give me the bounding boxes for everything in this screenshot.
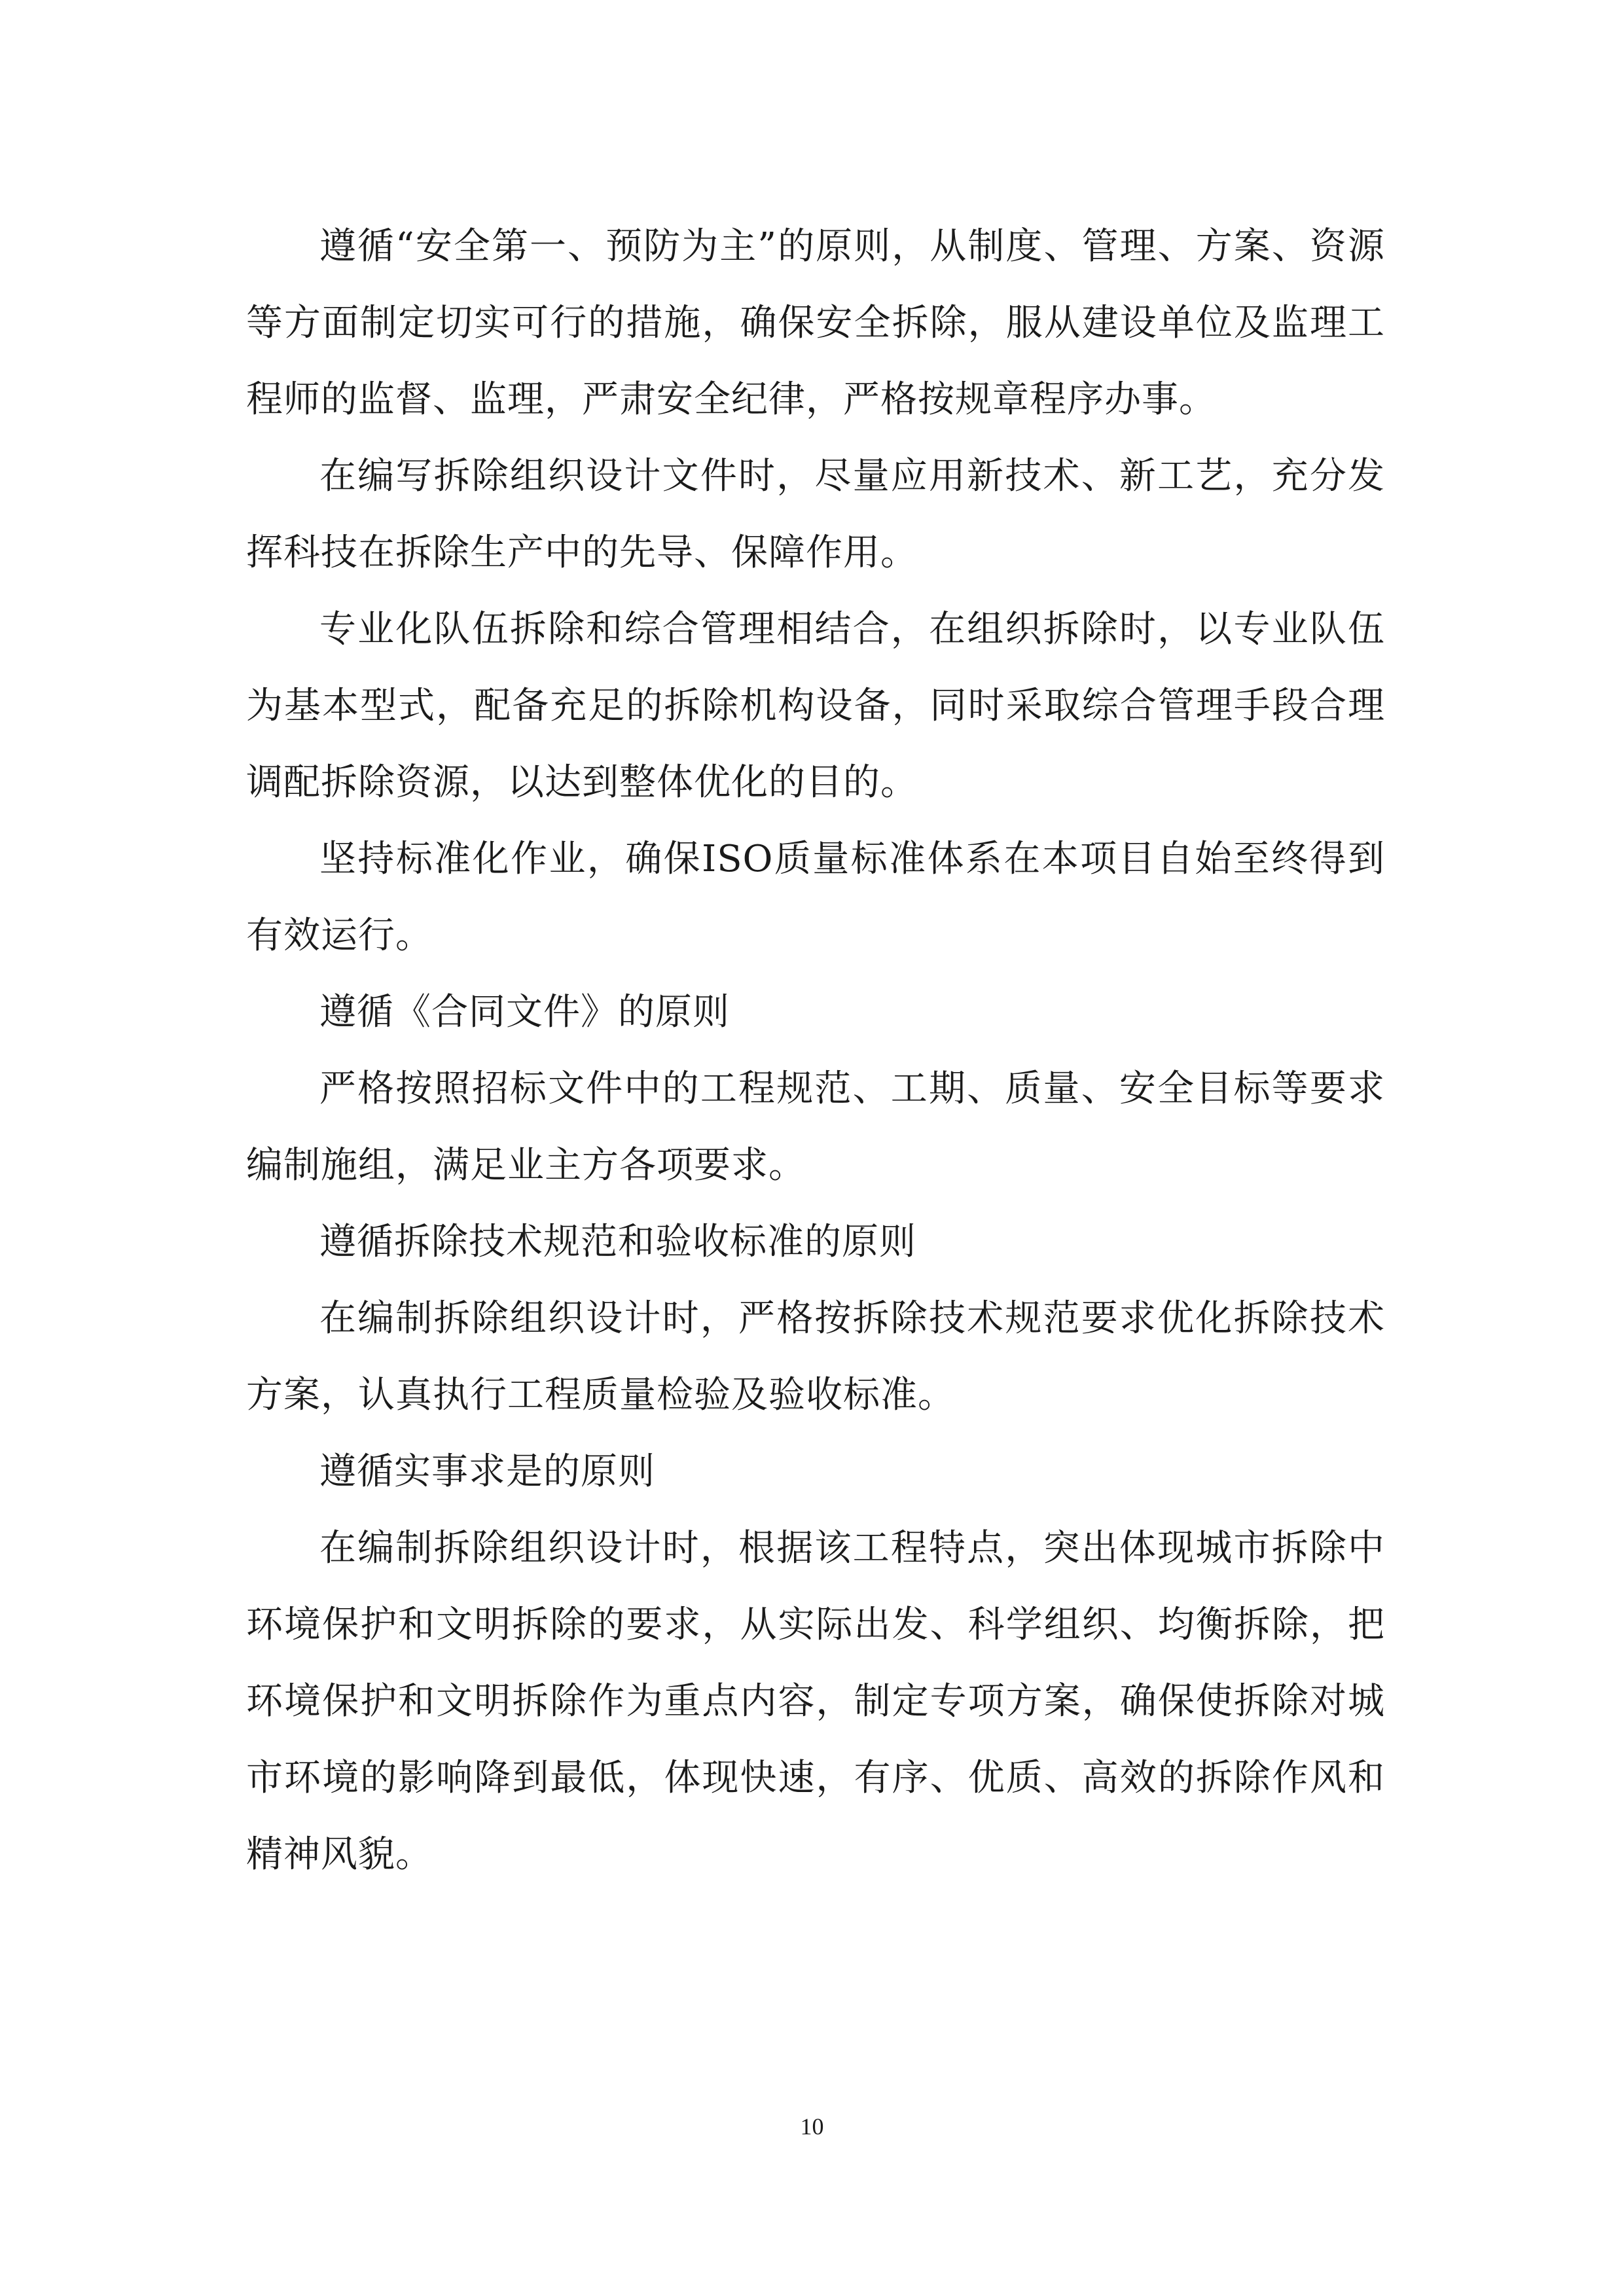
- page-number: 10: [800, 2113, 824, 2140]
- paragraph-technical-standards: 在编制拆除组织设计时，严格按拆除技术规范要求优化拆除技术方案，认真执行工程质量检验及验收标准。: [246, 1297, 1385, 1416]
- paragraph-safety-principle: 遵循“安全第一、预防为主”的原则，从制度、管理、方案、资源等方面制定切实可行的措施，确保安全拆除，服从建设单位及监理工程师的监督、监理，严肃安全纪律，严格按规章程序办事。: [246, 225, 1385, 421]
- paragraph-environmental-protection: 在编制拆除组织设计时，根据该工程特点，突出体现城市拆除中环境保护和文明拆除的要求，从实际出发、科学组织、均衡拆除，把环境保护和文明拆除作为重点内容，制定专项方案，确保使拆除对城市环境的影响降到最低，体现快速，有序、优质、高效的拆除作风和精神风貌。: [246, 1527, 1385, 1876]
- heading-technical-standards-principle: 遵循拆除技术规范和验收标准的原则: [319, 1221, 916, 1263]
- paragraph-new-technology: 在编写拆除组织设计文件时，尽量应用新技术、新工艺，充分发挥科技在拆除生产中的先导、保障作用。: [246, 455, 1385, 574]
- body-text: [246, 208, 1385, 1893]
- heading-realistic-principle: 遵循实事求是的原则: [319, 1450, 655, 1493]
- paragraph-standardization: 坚持标准化作业，确保ISO质量标准体系在本项目自始至终得到有效运行。: [246, 838, 1385, 957]
- paragraph-tender-requirements: 严格按照招标文件中的工程规范、工期、质量、安全目标等要求编制施组，满足业主方各项要求。: [246, 1067, 1385, 1187]
- paragraph-professional-teams: 专业化队伍拆除和综合管理相结合，在组织拆除时，以专业队伍为基本型式，配备充足的拆除机构设备，同时采取综合管理手段合理调配拆除资源，以达到整体优化的目的。: [246, 608, 1385, 804]
- heading-contract-principle: 遵循《合同文件》的原则: [319, 991, 730, 1033]
